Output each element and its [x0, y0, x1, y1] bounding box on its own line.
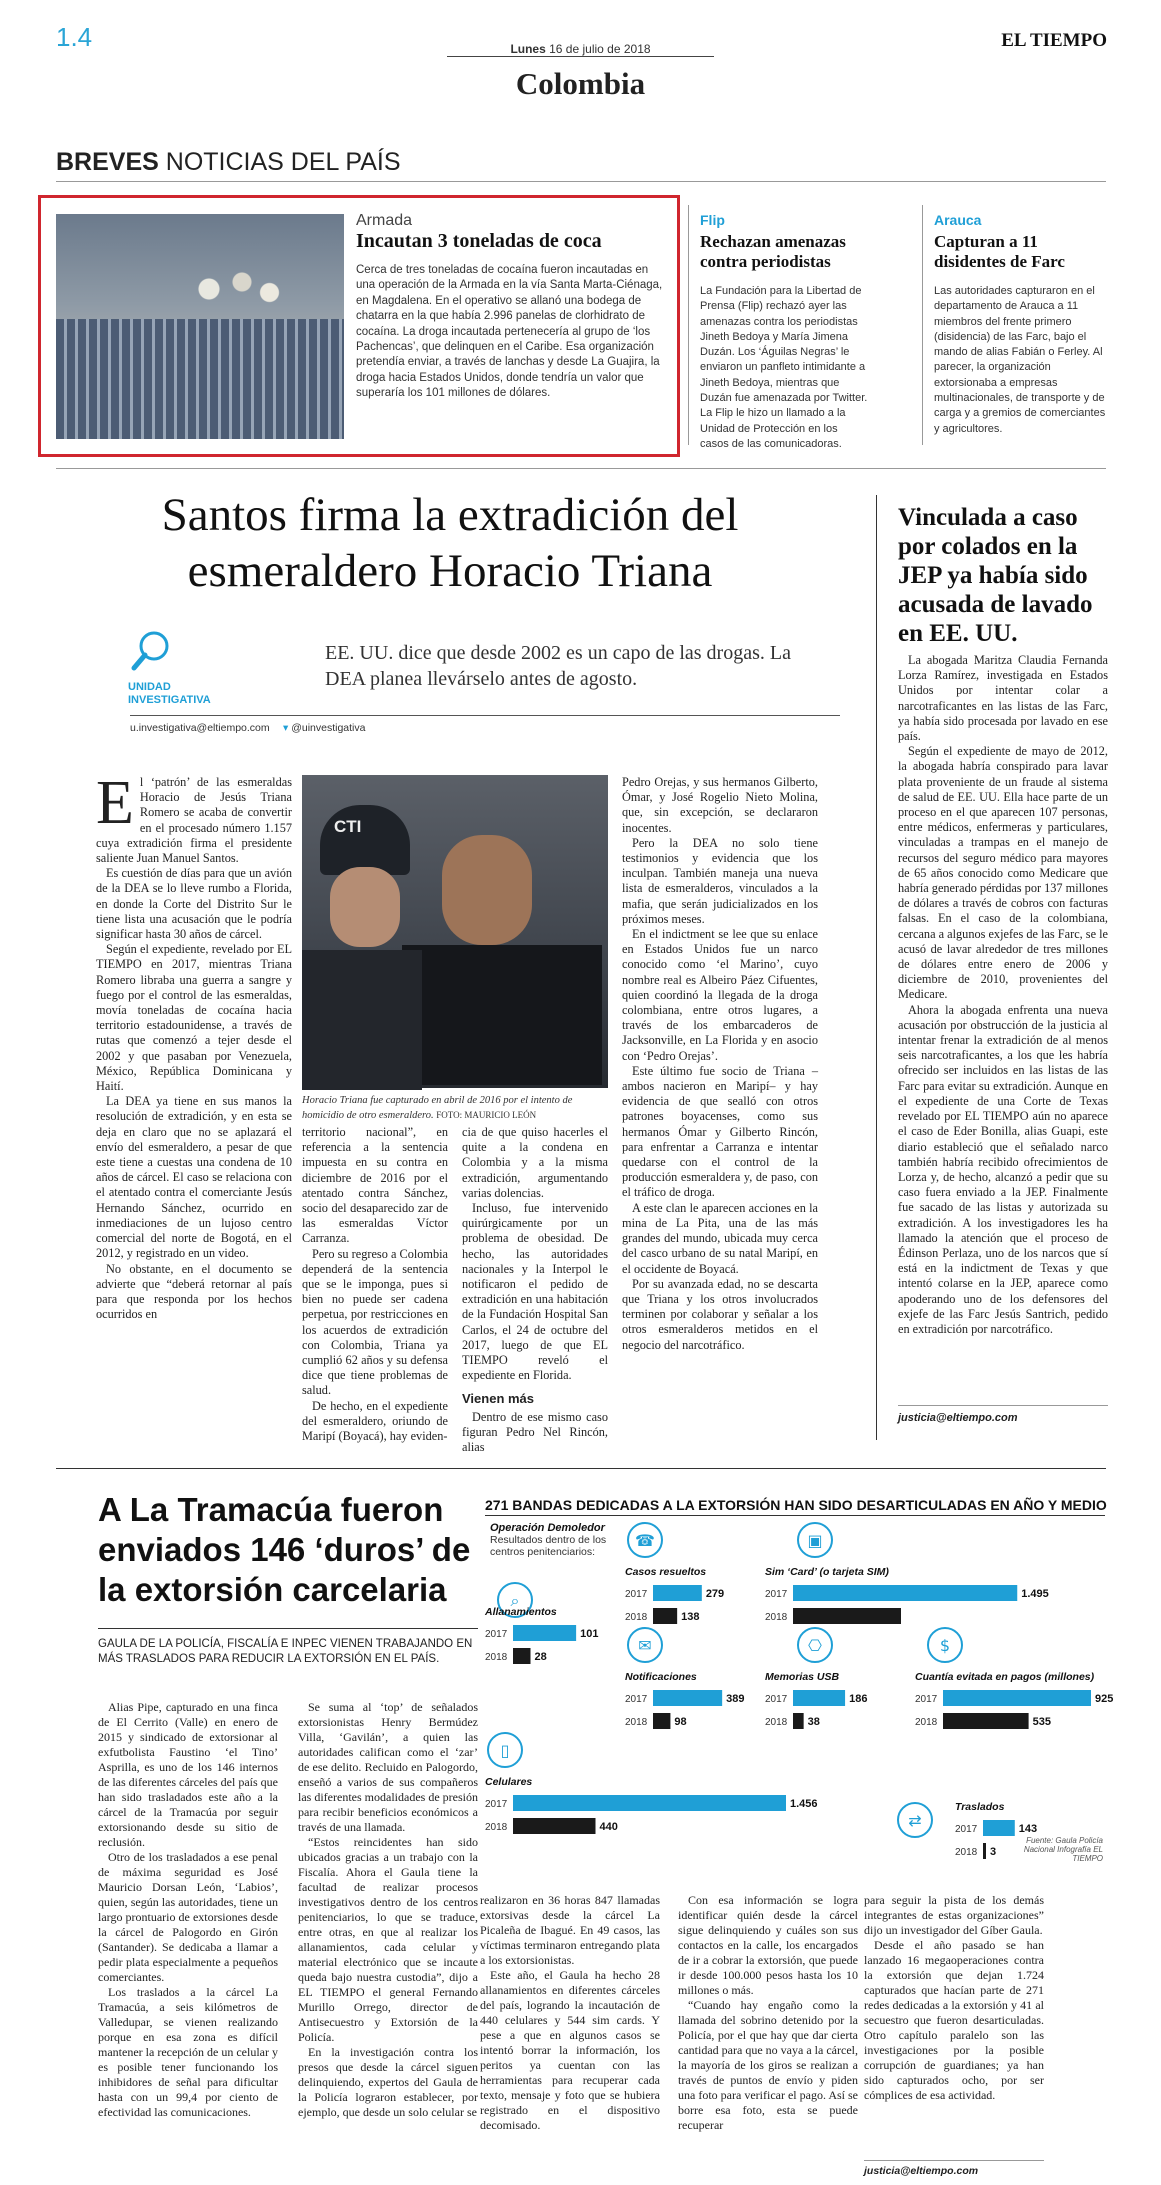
main-headline: Santos firma la extradición del esmeraldero Horacio Triana — [161, 489, 739, 597]
bar-value-label: 925 — [1095, 1693, 1114, 1705]
bar-2018 — [653, 1713, 670, 1729]
chart-title: Notificaciones — [625, 1671, 697, 1683]
bar-value-label: 440 — [599, 1821, 618, 1833]
section-rule — [56, 468, 1106, 469]
paragraph: realizaron en 36 horas 847 llamadas extorsivas desde la cárcel La Picaleña de Ibagué. En 49 casos, las víctimas terminaron entregando plata a los extorsionistas. — [480, 1893, 660, 1967]
paragraph: No obstante, en el documento se advierte que “deberá retornar al país para que responda por los hechos ocurridos en — [96, 1261, 292, 1322]
bar-year-label: 2018 — [915, 1717, 938, 1728]
brief-kicker: Flip — [700, 212, 725, 228]
unit-label: UNIDAD INVESTIGATIVA — [128, 681, 211, 706]
mobile-icon-glyph: ▯ — [500, 1741, 510, 1760]
byline-rule — [130, 715, 840, 716]
paragraph: Los traslados a la cárcel La Tramacúa, a seis kilómetros de Valledupar, se vienen realizando porque en esa zona es difícil mantener la recepción de un celular y es posible tener funcionando los inhibidores de señal para dificultar hasta con un 99,4 por ciento de efectividad las comunicaciones. — [98, 1985, 278, 2119]
bar-year-label: 2017 — [625, 1589, 648, 1600]
second-headline: A La Tramacúa fueron enviados 146 ‘duros’ de la extorsión carcelaria — [98, 1491, 471, 1608]
bar-2018 — [513, 1648, 531, 1664]
paragraph: cia de que quiso hacerles el quite a la condena en Colombia y a la misma extradición, argumentando varias dolencias. — [462, 1125, 608, 1200]
bar-2017 — [513, 1625, 576, 1641]
brief-body: Cerca de tres toneladas de cocaína fueron incautadas en una operación de la Armada en la vía Santa Marta-Ciénaga, en Magdalena. En el operativo se allanó una bodega de chatarra en la que había 2.996 panelas de clorhidrato de cocaína. La droga incautada pertenecería al grupo de ‘los Pachencas’, que delinquen en el Caribe. Esa organización pretendía enviar, a través de lanchas y desde La Guajira, la droga hacia Estados Unidos, donde tendría un valor que superaría los 101 millones de dólares. — [356, 264, 663, 400]
paragraph: En la investigación contra los presos que desde la cárcel siguen delinquiendo, expertos del Gaula de la Policía lograron establecer, por ejemplo, que desde un solo celular se — [298, 2045, 478, 2119]
bar-value-label: 38 — [807, 1716, 820, 1728]
infographic-chart — [485, 1520, 1114, 1890]
paragraph: Por su avanzada edad, no se descarta que Triana y los otros involucrados terminen por colaborar y señalar a los otros esmeralderos metidos en el negocio del narcotráfico. — [622, 1276, 818, 1352]
paragraph: Es cuestión de días para que un avión de la DEA se lo lleve rumbo a Florida, en donde la Corte del Distrito Sur le tiene lista una acusación que le podría significar hasta 30 años de cárcel. — [96, 866, 292, 942]
email-link[interactable]: u.investigativa@eltiempo.com — [130, 722, 270, 734]
bar-value-label: 535 — [1032, 1716, 1051, 1728]
magnifier-icon-glyph: ⌕ — [510, 1591, 520, 1610]
breves-rule — [56, 181, 1106, 182]
paragraph: Dentro de ese mismo caso figuran Pedro Nel Rincón, alias — [462, 1409, 608, 1455]
sidebar-divider — [876, 495, 877, 1440]
op-subtitle: Resultados dentro de los centros penitenciarios: — [490, 1534, 607, 1558]
brief-body: Las autoridades capturaron en el departamento de Arauca a 11 miembros del frente primero (disidencia) de las Farc, bajo el mando de alias Fabián o Ferley. Al parecer, la organización extorsionaba a empresas multinacionales, de transporte y de carga y a gremios de comerciantes y agricultores. — [934, 285, 1106, 435]
second-col-3 — [480, 1893, 660, 2133]
divider — [922, 205, 923, 445]
bar-year-label: 2017 — [765, 1589, 788, 1600]
brief-armada — [356, 212, 668, 402]
bar-year-label: 2018 — [485, 1822, 508, 1833]
magnifier-icon — [130, 628, 174, 672]
brief-body: La Fundación para la Libertad de Prensa (Flip) rechazó ayer las amenazas contra los periodistas Jineth Bedoya y María Jimena Duzán. Los ‘Águilas Negras’ le enviaron un panfleto intimidante a Jineth Bedoya, mientras que Duzán fue amenazada por Twitter. La Flip le hizo un llamado a la Unidad de Protección en los casos de las comunicadoras. — [700, 285, 868, 450]
bar-value-label: 28 — [534, 1651, 547, 1663]
bar-2018 — [653, 1608, 677, 1624]
bar-2017 — [513, 1795, 786, 1811]
chart-title: Celulares — [485, 1776, 533, 1788]
paragraph: A este clan le aparecen acciones en la mina de La Pita, una de las más grandes del mundo, ubicada muy cerca del casco urbano de su natal Maripí, en el occidente de Boyacá. — [622, 1200, 818, 1276]
second-col-5 — [864, 1893, 1044, 2103]
cocaine-seizure-photo — [56, 214, 344, 439]
ig-rule — [485, 1515, 1105, 1516]
section-title: Colombia — [515, 66, 646, 101]
bar-year-label: 2017 — [765, 1694, 788, 1705]
cap-label: CTI — [334, 817, 362, 836]
bar-2017 — [983, 1820, 1015, 1836]
infographic-source: Fuente: Gaula Policía Nacional Infografía EL TIEMPO — [1023, 1836, 1103, 1863]
paragraph: Con esa información se logra identificar quién desde la cárcel sigue delinquiendo y cuáles son sus contactos en la calle, los encargados de ir a cobrar la extorsión, que puede ir desde 100.000 pesos hasta los 10 millones o más. — [678, 1893, 858, 1997]
brief-title: Capturan a 11 disidentes de Farc — [934, 232, 1065, 271]
photo-caption: Horacio Triana fue capturado en abril de 2016 por el intento de homicidio de otro esmeraldero. FOTO: MAURICIO LEÓN — [302, 1095, 573, 1121]
second-col-1 — [98, 1700, 278, 2120]
paragraph: Alias Pipe, capturado en una finca de El Cerrito (Valle) en enero de 2015 y sindicado de extorsionar al exfutbolista Faustino ‘el Tino’ Asprilla, es uno de los 146 internos de las diferentes cárceles del país que han sido trasladados este año a la cárcel de la Tramacúa por seguir extorsionando desde su sitio de reclusión. — [98, 1700, 278, 1849]
paragraph: para seguir la pista de los demás integrantes de estas organizaciones” dijo un investigador del Gíber Gaula. — [864, 1893, 1044, 1937]
bar-value-label: 138 — [681, 1611, 700, 1623]
dateline-rule — [447, 56, 714, 57]
paragraph: Otro de los trasladados a ese penal de máxima seguridad es José Mauricio Dorsan León, ‘Labios’, quien, según las autoridades, tiene un largo prontuario de extorsiones desde la cárcel de Palogordo en Girón (Santander). Se dedicaba a llamar a pedir plata especialmente a pequeños comerciantes. — [98, 1850, 278, 1984]
bar-value-label: 1.495 — [1021, 1588, 1049, 1600]
bar-2018 — [793, 1713, 804, 1729]
bar-2017 — [943, 1690, 1091, 1706]
bar-2017 — [653, 1690, 722, 1706]
second-rule — [864, 2160, 1044, 2161]
section-rule — [56, 1468, 1106, 1469]
deck: EE. UU. dice que desde 2002 es un capo de las drogas. La DEA planea llevárselo antes de agosto. — [325, 642, 791, 690]
envelope-icon-glyph: ✉ — [638, 1636, 652, 1655]
paragraph: La abogada Maritza Claudia Fernanda Lorza Ramírez, investigada en Estados Unidos por intentar colar a narcotraficantes en las listas de las Farc, ya había sido procesada por lavado en ese país. — [898, 653, 1108, 744]
article-col-3 — [462, 1125, 608, 1455]
money-bag-icon-glyph: $ — [939, 1636, 951, 1655]
twitter-icon: ▾ — [283, 722, 289, 734]
op-title: Operación Demoledor — [490, 1522, 605, 1534]
paragraph: Se suma al ‘top’ de señalados extorsionistas Henry Bermúdez Villa, ‘Gavilán’, a quien las autoridades califican como el ‘zar’ de ese delito. Recluido en Palogordo, enseñó a varios de sus compañeros las diferentes modalidades de presión para recibir beneficios económicos a través de una llamada. — [298, 1700, 478, 1834]
sim-card-icon-glyph: ▣ — [807, 1531, 823, 1550]
brief-title: Incautan 3 toneladas de coca — [356, 230, 602, 252]
paragraph: Ahora la abogada enfrenta una nueva acusación por obstrucción de la justicia al intentar frenar la extradición de al menos seis narcotraficantes, a los que les habría ofrecido ser incluidos en las listas de las Farc para evitar su extradición. Aunque en el expediente de una Corte de Texas revelado por EL TIEMPO aún no aparece el caso de Eder Bonilla, alias Guapi, este diario estableció que el señalado narco también habría recibido ofrecimientos de Lorza y, de hecho, alcanzó a pedir que su caso fuera enviado a la JEP. Finalmente fue sacado de las listas y autorizada su extradición. A los investigadores les ha llamado la atención que el proceso de Édinson Perlaza, uno de los narcos que sí está en la indictment de Texas y que intentó colarse en la JEP, aparece como apoderando uno de los defensores del exjefe de las Farc Jesús Santrich, pedido en extradición por narcotráfico. — [898, 1002, 1108, 1336]
usb-icon-glyph: ⎔ — [808, 1636, 822, 1655]
bar-2018 — [513, 1818, 596, 1834]
paragraph: Pero la DEA no solo tiene testimonios y evidencia que los inculpan. También maneja una nueva lista de esmeralderos, vinculados a la mafia, que serán judicializados en los próximos meses. — [622, 835, 818, 926]
bar-2018 — [943, 1713, 1029, 1729]
bar-value-label: 186 — [849, 1693, 868, 1705]
breves-header: BREVES NOTICIAS DEL PAÍS — [56, 148, 401, 176]
paragraph: “Cuando hay engaño como la llamada del sobrino detenido por la Policía, por el que hay que dar cierta cantidad para que no vaya a la cárcel, la mayoría de los giros se realizan a través de puntos de envío y piden una foto para verificar el pago. Así se borre esa foto, esta se puede recuperar — [678, 1998, 858, 2132]
bar-value-label: 143 — [1018, 1823, 1038, 1835]
bar-year-label: 2017 — [915, 1694, 938, 1705]
paragraph: En el indictment se lee que su enlace en Estados Unidos fue un narco conocido como ‘el Marino’, cuyo nombre real es Albeiro Páez Cifuentes, quien coordinó la llegada de la droga colombiana, entre otros lugares, a través de los embarcaderos de Jacksonville, en La Florida y en asocio con ‘Pedro Orejas’. — [622, 927, 818, 1063]
article-col-4 — [622, 775, 818, 1353]
bar-value-label: 279 — [705, 1588, 725, 1600]
paragraph: Según el expediente de mayo de 2012, la abogada habría conspirado para lavar plata proveniente de un fraude al sistema de salud de EE. UU. Ella hace parte de un proceso en el que aparecen 107 personas, entre médicos, enfermeras y particulares, vinculadas a trampas en el manejo de recursos del seguro médico para mayores de 65 años conocido como Medicare que habría generado pérdidas por 137 millones de dólares a través de cobros con facturas falsas. En el caso de la colombiana, cercana a algunos exjefes de las Farc, se le acusó de lavar alrededor de tres millones de dólares entre enero de 2006 y diciembre de 2010, provenientes del Medicare. — [898, 744, 1109, 1002]
bar-2017 — [793, 1585, 1017, 1601]
bar-value-label: 389 — [726, 1693, 745, 1705]
paragraph: Pero su regreso a Colombia dependerá de la sentencia que se le imponga, pues si bien no puede ser cadena perpetua, por restricciones en los acuerdos de extradición con Colombia, Triana ya cumplió 62 años y su defensa dice que tiene problemas de salud. — [302, 1246, 448, 1398]
bar-year-label: 2017 — [955, 1824, 978, 1835]
paragraph: “Estos reincidentes han sido ubicados gracias a un trabajo con la Fiscalía. Ahora el Gaula tiene la facultad de realizar procesos investigativos dentro de los centros penitenciarios, lo que se traduce, entre otras, en que al realizar los allanamientos, cada celular y material electrónico que se incaute queda bajo nuestra custodia”, dijo a EL TIEMPO el general Fernando Murillo Orrego, director de Antisecuestro y Extorsión de la Policía. — [298, 1835, 478, 2044]
second-email[interactable]: justicia@eltiempo.com — [864, 2165, 979, 2177]
paragraph: La DEA ya tiene en sus manos la resolución de extradición, y en esta se deja en claro que no se aplazará el envío del esmeraldero, a pesar de que este tiene a cuestas una condena de 10 años de cárcel. El caso se relaciona con el atentado contra el comerciante Jesús Hernando Sánchez, ocurrido en inmediaciones de un lujoso centro comercial del norte de Bogotá, en el 2012, y registrado en un video. — [96, 1094, 292, 1261]
second-col-4 — [678, 1893, 858, 2133]
brief-kicker: Armada — [356, 212, 413, 229]
bar-2018 — [793, 1608, 901, 1624]
twitter-handle[interactable]: ▾ @uinvestigativa — [283, 722, 366, 734]
paragraph: Incluso, fue intervenido quirúrgicamente por un problema de obesidad. De hecho, las autoridades nacionales y la Interpol le notificaron el pedido de extradición en una habitación de la Fundación Hospital San Carlos, el 24 de octubre del 2017, luego de que EL TIEMPO reveló el expediente en Florida. — [462, 1201, 608, 1383]
sidebar-email[interactable]: justicia@eltiempo.com — [898, 1412, 1018, 1424]
dateline: Lunes 16 de julio de 2018 — [510, 42, 651, 56]
infographic-title: 271 BANDAS DEDICADAS A LA EXTORSIÓN HAN SIDO DESARTICULADAS EN AÑO Y MEDIO — [485, 1497, 1107, 1513]
bar-value-label: 1.456 — [790, 1798, 818, 1810]
paragraph: l ‘patrón’ de las esmeraldas Horacio de Jesús Triana Romero se acaba de convertir en el procesado número 1.157 cuya extradición firma el presidente saliente Juan Manuel Santos. — [96, 775, 292, 866]
drop-cap: E — [96, 769, 134, 837]
divider — [688, 205, 689, 445]
chart-title: Traslados — [955, 1801, 1005, 1813]
bar-year-label: 2018 — [625, 1717, 648, 1728]
phone-icon-glyph: ☎ — [635, 1531, 655, 1550]
bar-value-label: 101 — [580, 1628, 599, 1640]
sidebar-headline: Vinculada a caso por colados en la JEP ya había sido acusada de lavado en EE. UU. — [898, 504, 1093, 647]
chart-title: Cuantía evitada en pagos (millones) — [915, 1671, 1095, 1683]
second-subhead: GAULA DE LA POLICÍA, FISCALÍA E INPEC VIENEN TRABAJANDO EN MÁS TRASLADOS PARA REDUCIR LA EXTORSIÓN EN EL PAÍS. — [98, 1638, 473, 1665]
bar-value-label: 98 — [674, 1716, 687, 1728]
bar-year-label: 2018 — [625, 1612, 648, 1623]
page-number: 1.4 — [56, 22, 93, 52]
bar-2017 — [793, 1690, 845, 1706]
sidebar-rule — [898, 1405, 1108, 1406]
article-col-1 — [96, 769, 292, 1322]
bar-year-label: 2017 — [625, 1694, 648, 1705]
bar-value-label: 3 — [990, 1846, 997, 1858]
paragraph: Este último fue socio de Triana –ambos nacieron en Maripí– y hay evidencia de que sealló con otros patrones boyacenses, como sus hermanos Ómar y Gilberto Rincón, para enfrentar a Carranza e intentar quedarse con el control de la producción esmeraldera y, de paso, con el tráfico de droga. — [622, 1063, 818, 1200]
bar-year-label: 2017 — [485, 1799, 508, 1810]
transfer-icon-glyph: ⇄ — [908, 1811, 922, 1830]
bar-year-label: 2018 — [955, 1847, 978, 1858]
brief-arauca — [934, 212, 1110, 437]
paragraph: De hecho, en el expediente del esmeraldero, oriundo de Maripí (Boyacá), hay eviden- — [302, 1398, 448, 1444]
second-col-2 — [298, 1700, 478, 2120]
masthead-logo: EL TIEMPO — [1001, 30, 1107, 51]
bar-year-label: 2018 — [765, 1717, 788, 1728]
chart-title: Casos resueltos — [625, 1566, 707, 1578]
article-col-2 — [302, 1125, 448, 1444]
subhead: Vienen más — [462, 1391, 535, 1407]
chart-title: Memorias USB — [765, 1671, 840, 1683]
paragraph: Este año, el Gaula ha hecho 28 allanamientos en diferentes cárceles del país, logrando la incautación de 440 celulares y 544 sim cards. Y pese a que en algunos casos se intentó borrar la información, los peritos ya cuentan con las herramientas para recuperar cada texto, mensaje y foto que se hubiera registrado en el dispositivo decomisado. — [480, 1968, 660, 2132]
chart-title: Allanamientos — [485, 1606, 557, 1618]
brief-kicker: Arauca — [934, 212, 982, 228]
bar-2017 — [653, 1585, 702, 1601]
bar-2018 — [983, 1843, 986, 1859]
paragraph: Según el expediente, revelado por EL TIEMPO en 2017, mientras Triana Romero libraba una guerra a sangre y fuego por el control de las esmeraldas, movía toneladas de cocaína hacia territorio estadounidense, a través de rutas que comenzó a tejer desde el 2002 y que pasaban por Venezuela, México, República Dominicana y Haití. — [96, 942, 292, 1094]
bar-year-label: 2018 — [485, 1652, 508, 1663]
sidebar-body — [898, 653, 1108, 1337]
brief-title: Rechazan amenazas contra periodistas — [700, 232, 846, 271]
brief-flip — [700, 212, 868, 452]
paragraph: Desde el año pasado se han lanzado 16 megaoperaciones contra la extorsión que dejan 1.724 capturados que hacían parte de 271 redes dedicadas a la extorsión y 41 al secuestro que fueron desarticuladas. Otro capítulo paralelo son las investigaciones por la posible corrupción de guardianes; ya han sido capturados ocho, por ser cómplices de esa actividad. — [864, 1938, 1044, 2102]
paragraph: territorio nacional”, en referencia a la sentencia impuesta en su contra en diciembre de 2016 por el atentado contra Sánchez, socio del desaparecido zar de las esmeraldas Víctor Carranza. — [302, 1125, 448, 1246]
sub-rule — [98, 1628, 478, 1629]
bar-year-label: 2018 — [765, 1612, 788, 1623]
bar-year-label: 2017 — [485, 1629, 508, 1640]
paragraph: Pedro Orejas, y sus hermanos Gilberto, Ómar, y José Rogelio Nieto Molina, que, sin excepción, se declararon inocentes. — [622, 775, 818, 835]
suspect-photo — [302, 775, 608, 1088]
chart-title: Sim ‘Card’ (o tarjeta SIM) — [765, 1566, 889, 1578]
